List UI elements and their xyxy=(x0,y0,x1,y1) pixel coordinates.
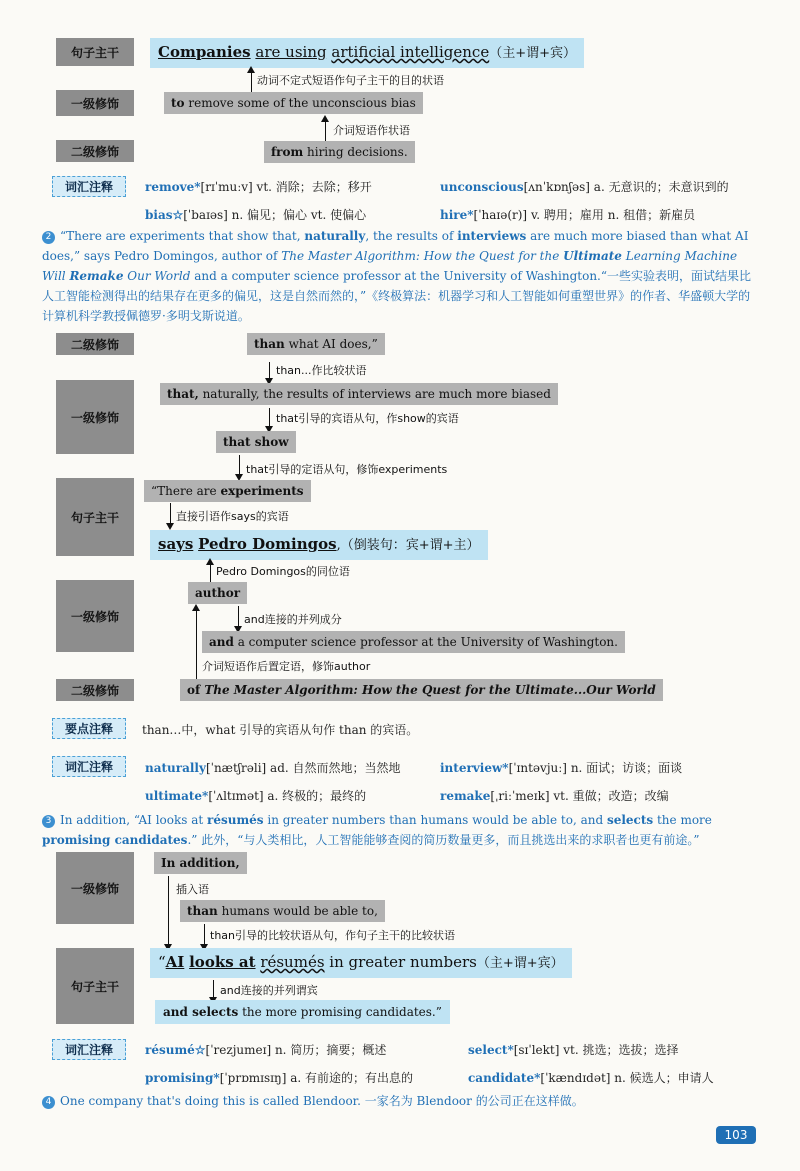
level1-author-box: author xyxy=(188,582,247,604)
level2-box: from hiring decisions. xyxy=(264,141,415,163)
note-comparative: than引导的比较状语从句，作句子主干的比较状语 xyxy=(210,929,455,942)
level2-of-box: of The Master Algorithm: How the Quest for the Ultimate...Our World xyxy=(180,679,663,701)
label-level2: 二级修饰 xyxy=(56,140,134,162)
level1-box: to remove some of the unconscious bias xyxy=(164,92,423,114)
note-postpositive: 介词短语作后置定语，修饰author xyxy=(202,660,371,673)
paragraph-3: 3 In addition, “AI looks at résumés in greater numbers than humans would be able to, and selects the more promising candidates.” 此外，“与人类相比，人工智能能够查阅的简历数量更多，而且挑选出来的求职者也更有前途。” xyxy=(42,813,712,847)
label-subject-main: 句子主干 xyxy=(56,38,134,66)
paragraph-4: 4 One company that's doing this is called Blendoor. 一家名为 Blendoor 的公司正在这样做。 xyxy=(42,1091,762,1111)
vocab-interview: interview*[ˈɪntəvjuː] n. 面试；访谈；面谈 xyxy=(440,761,683,775)
page-number: 103 xyxy=(716,1126,756,1144)
label-vocab-2: 词汇注释 xyxy=(52,756,126,777)
main-clause-box: Companies are using artificial intelligence（主+谓+宾） xyxy=(150,38,584,68)
vocab-remake: remake[ˌriːˈmeɪk] vt. 重做；改造；改编 xyxy=(440,789,669,803)
main-ai-box: “AI looks at résumés in greater numbers（主+谓+宾） xyxy=(150,948,572,978)
note-coordinate-predicate: and连接的并列谓宾 xyxy=(220,984,318,997)
note-object-clause: that引导的宾语从句，作show的宾语 xyxy=(276,412,459,425)
note-direct-speech: 直接引语作says的宾语 xyxy=(176,510,289,523)
main-says-box: says Pedro Domingos,（倒装句：宾+谓+主） xyxy=(150,530,488,560)
paragraph-2: 2 “There are experiments that show that, naturally, the results of interviews are much more biased than what AI does,” says Pedro Domingos, author of The Master Algorithm: How the Quest for the Ultimate Learning Machine Will Remake Our World and a computer science professor at the University of Washington.“一些实验表明，面试结果比人工智能检测得出的结果存在更多的偏见，这是自然而然的，”《终极算法：机器学习和人工智能如何重塑世界》的作者、华盛顿大学的计算机科学教授佩德罗·多明戈斯说道。 xyxy=(42,229,752,323)
level1-than-box: than humans would be able to, xyxy=(180,900,385,922)
label-level1-b: 一级修饰 xyxy=(56,380,134,454)
label-level1-c: 一级修饰 xyxy=(56,580,134,652)
main-quote-box: “There are experiments xyxy=(144,480,311,502)
label-vocab-1: 词汇注释 xyxy=(52,176,126,197)
keypoint-text: than…中，what 引导的宾语从句作 than 的宾语。 xyxy=(142,723,419,737)
note-attributive: that引导的定语从句，修饰experiments xyxy=(246,463,448,476)
label-level2-b: 二级修饰 xyxy=(56,333,134,355)
note-coordinate: and连接的并列成分 xyxy=(244,613,342,626)
note-parenthesis: 插入语 xyxy=(176,883,209,896)
main-selects-box: and selects the more promising candidates.” xyxy=(155,1000,450,1024)
note-appositive: Pedro Domingos的同位语 xyxy=(216,565,350,578)
level2-than-box: than what AI does,” xyxy=(247,333,385,355)
vocab-hire: hire*[ˈhaɪə(r)] v. 聘用；雇用 n. 租借；新雇员 xyxy=(440,208,696,222)
vocab-select: select*[sɪˈlekt] vt. 挑选；选拔；选择 xyxy=(468,1043,679,1057)
level1-that-show-box: that show xyxy=(216,431,296,453)
label-keypoint: 要点注释 xyxy=(52,718,126,739)
level1-that-clause-box: that, naturally, the results of interviews are much more biased xyxy=(160,383,558,405)
level1-and-box: and a computer science professor at the University of Washington. xyxy=(202,631,625,653)
vocab-unconscious: unconscious[ʌnˈkɒnʃəs] a. 无意识的；未意识到的 xyxy=(440,180,729,194)
label-level1-d: 一级修饰 xyxy=(56,852,134,924)
vocab-remove: remove*[rɪˈmuːv] vt. 消除；去除；移开 xyxy=(145,180,372,194)
label-subject-main-c: 句子主干 xyxy=(56,948,134,1024)
vocab-ultimate: ultimate*[ˈʌltɪmət] a. 终极的；最终的 xyxy=(145,789,367,803)
note-prep-phrase: 介词短语作状语 xyxy=(333,124,410,137)
vocab-promising: promising*[ˈprɒmɪsɪŋ] a. 有前途的；有出息的 xyxy=(145,1071,413,1085)
note-infinitive: 动词不定式短语作句子主干的目的状语 xyxy=(257,74,444,87)
vocab-naturally: naturally[ˈnætʃrəli] ad. 自然而然地；当然地 xyxy=(145,761,401,775)
label-vocab-3: 词汇注释 xyxy=(52,1039,126,1060)
label-subject-main-b: 句子主干 xyxy=(56,478,134,556)
level1-in-addition-box: In addition, xyxy=(154,852,247,874)
label-level2-c: 二级修饰 xyxy=(56,679,134,701)
vocab-candidate: candidate*[ˈkændɪdət] n. 候选人；申请人 xyxy=(468,1071,714,1085)
vocab-resume: résumé☆[ˈrezjumeɪ] n. 简历；摘要；概述 xyxy=(145,1043,387,1057)
label-level1: 一级修饰 xyxy=(56,90,134,116)
vocab-bias: bias☆[ˈbaɪəs] n. 偏见；偏心 vt. 使偏心 xyxy=(145,208,367,222)
note-than: than...作比较状语 xyxy=(276,364,367,377)
